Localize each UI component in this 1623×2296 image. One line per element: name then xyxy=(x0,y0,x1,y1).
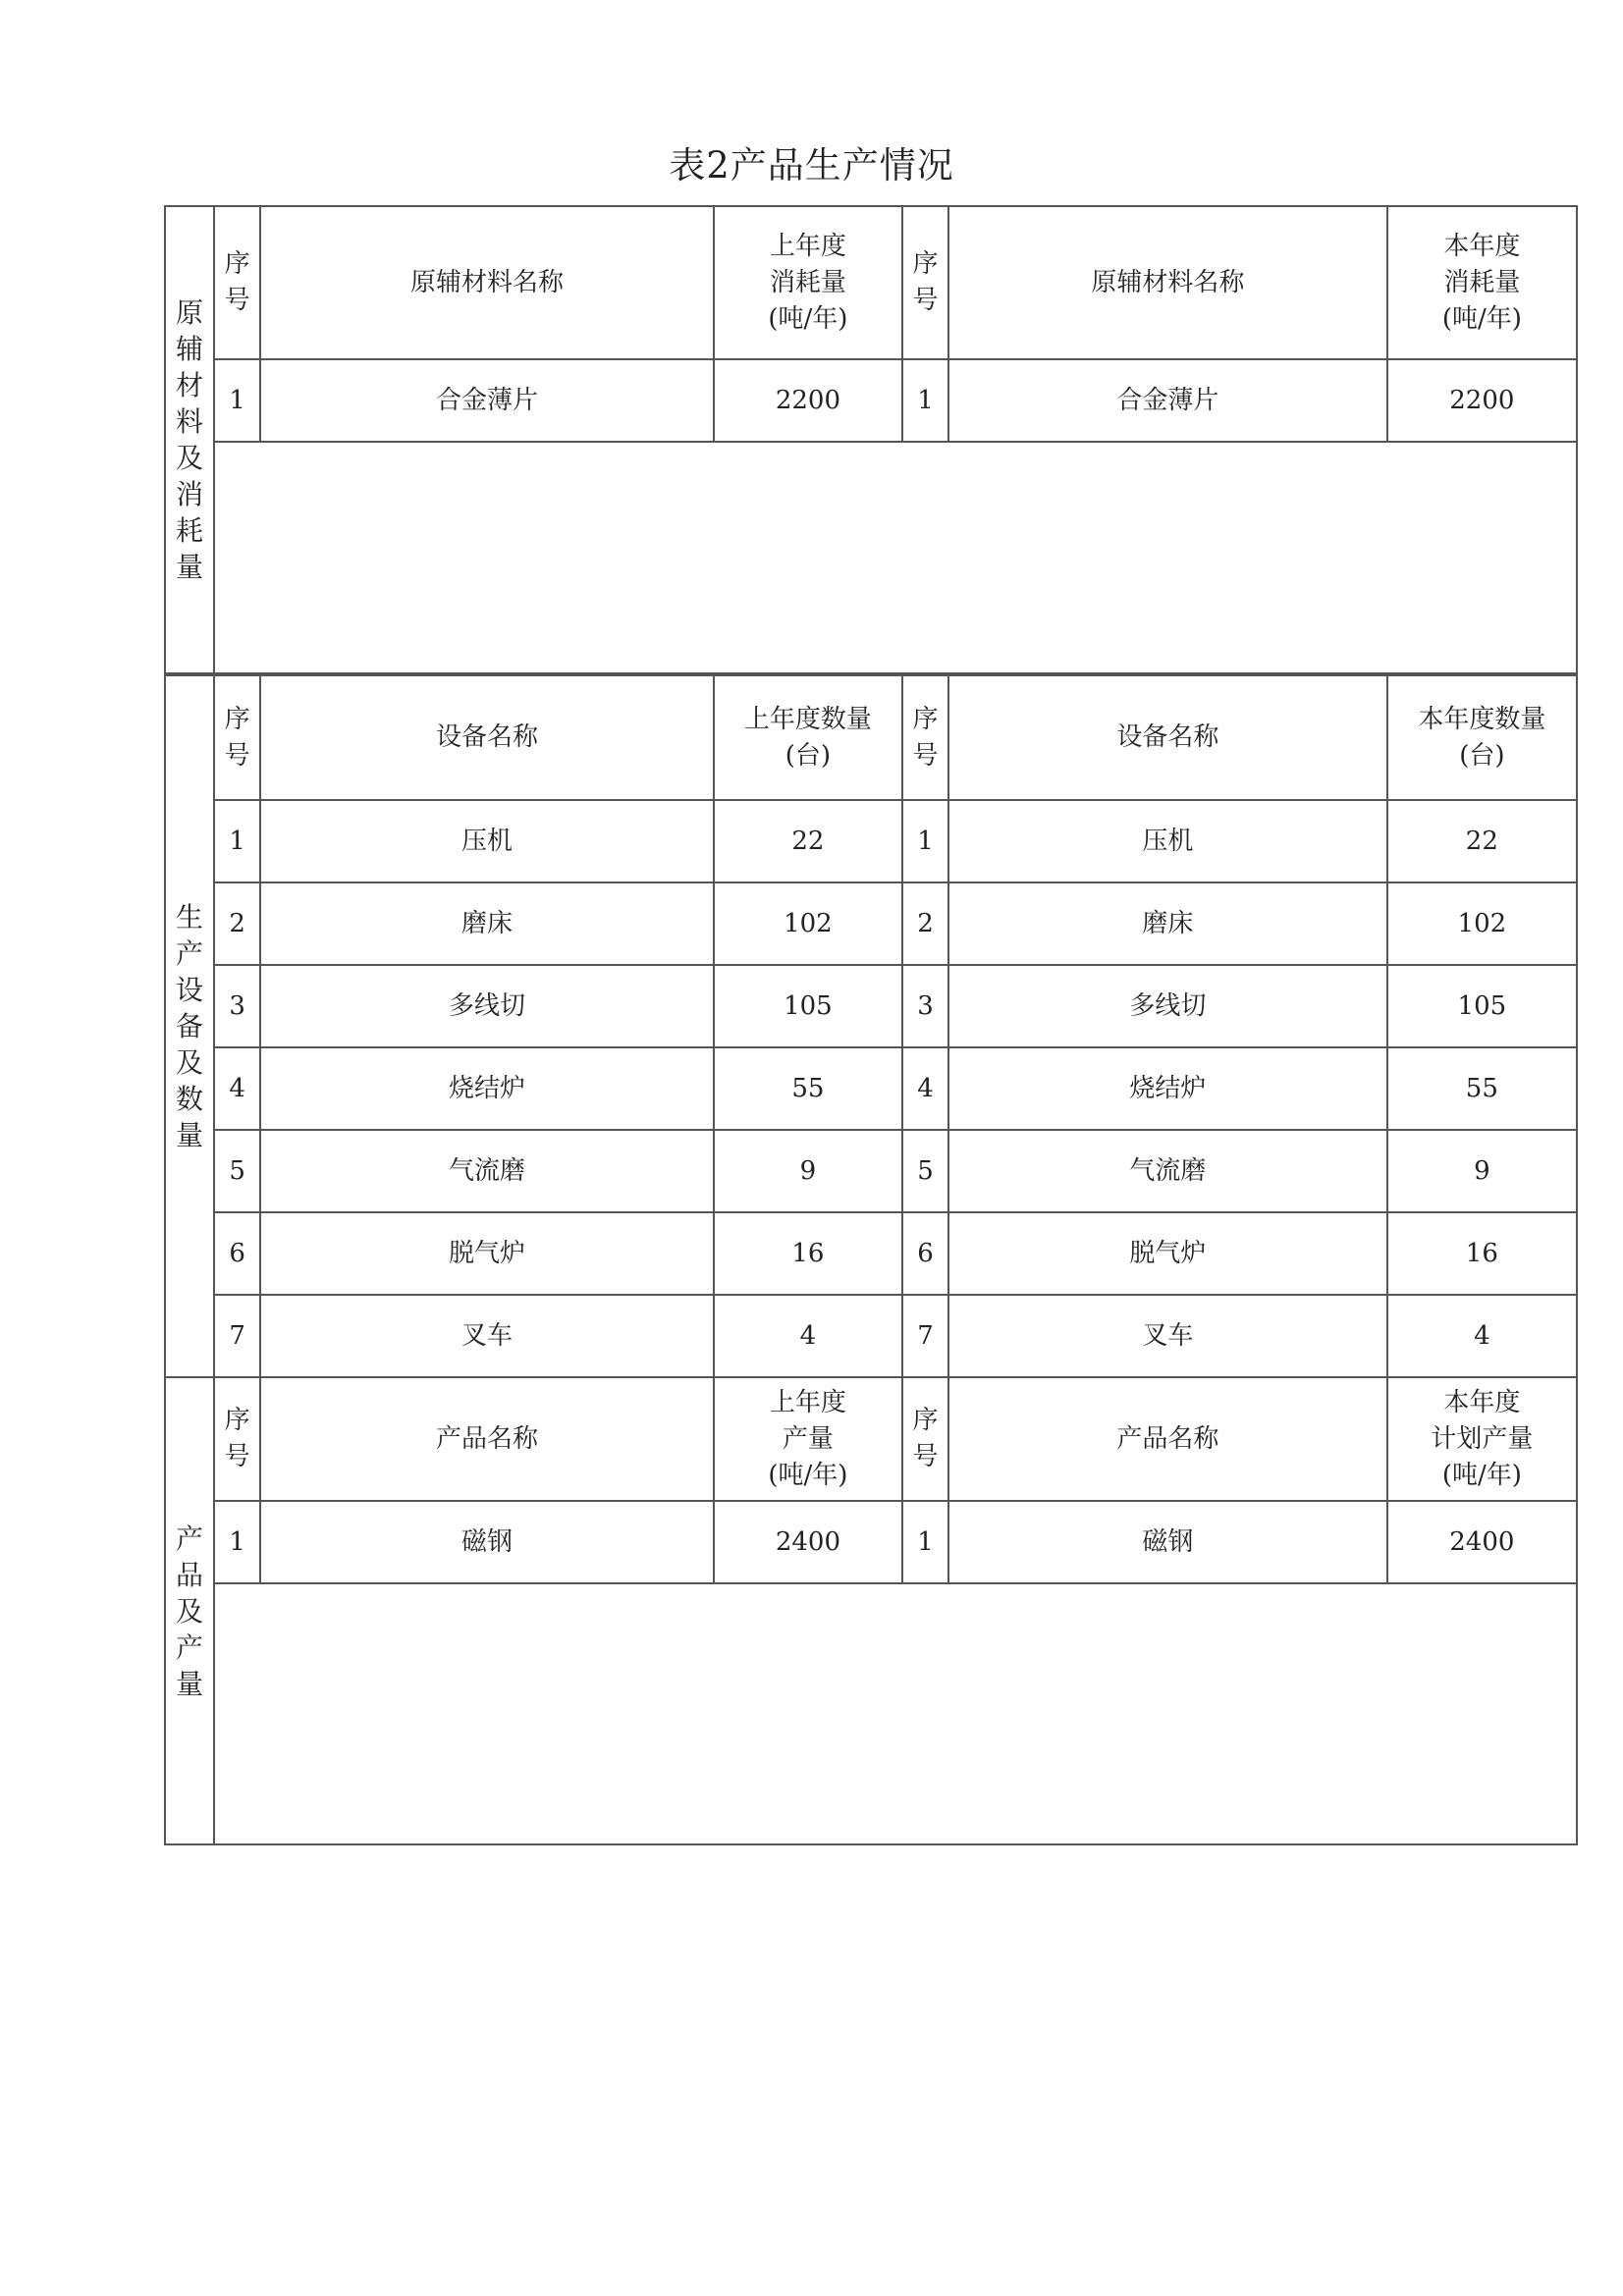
row-seq: 1 xyxy=(214,1501,260,1583)
table-row xyxy=(165,800,1577,882)
row-this-value: 102 xyxy=(1387,882,1577,965)
row-name: 烧结炉 xyxy=(260,1047,714,1130)
row-name: 多线切 xyxy=(948,965,1387,1047)
seq-header: 序 号 xyxy=(214,206,260,359)
table-row xyxy=(165,1212,1577,1295)
equipment-side-label: 生 产 设 备 及 数 量 xyxy=(165,675,214,1377)
last-year-count-header: 上年度数量 (台) xyxy=(714,675,902,800)
table-row xyxy=(165,965,1577,1047)
product-name-header: 产品名称 xyxy=(260,1377,714,1501)
row-seq: 4 xyxy=(902,1047,948,1130)
seq-header: 序 号 xyxy=(214,1377,260,1501)
row-this-value: 4 xyxy=(1387,1295,1577,1377)
row-last-value: 16 xyxy=(714,1212,902,1295)
row-seq: 1 xyxy=(902,359,948,442)
table-row xyxy=(165,359,1577,442)
row-name: 压机 xyxy=(948,800,1387,882)
table-title: 表2产品生产情况 xyxy=(669,144,954,187)
row-seq: 7 xyxy=(214,1295,260,1377)
materials-side-label: 原 辅 材 料 及 消 耗 量 xyxy=(165,206,214,673)
row-this-value: 2200 xyxy=(1387,359,1577,442)
row-name: 合金薄片 xyxy=(260,359,714,442)
row-name: 叉车 xyxy=(260,1295,714,1377)
last-year-consumption-header: 上年度 消耗量 (吨/年) xyxy=(714,206,902,359)
row-seq: 6 xyxy=(902,1212,948,1295)
row-this-value: 9 xyxy=(1387,1130,1577,1212)
row-name: 磨床 xyxy=(260,882,714,965)
row-last-value: 105 xyxy=(714,965,902,1047)
row-seq: 5 xyxy=(214,1130,260,1212)
products-section xyxy=(164,1376,1578,1845)
row-last-value: 2400 xyxy=(714,1501,902,1583)
equipment-section xyxy=(164,674,1578,1378)
row-seq: 2 xyxy=(902,882,948,965)
table-row xyxy=(165,1130,1577,1212)
row-name: 多线切 xyxy=(260,965,714,1047)
row-seq: 1 xyxy=(902,800,948,882)
row-name: 气流磨 xyxy=(948,1130,1387,1212)
seq-header: 序 号 xyxy=(902,1377,948,1501)
row-name: 磨床 xyxy=(948,882,1387,965)
this-year-planned-output-header: 本年度 计划产量 (吨/年) xyxy=(1387,1377,1577,1501)
material-name-header: 原辅材料名称 xyxy=(948,206,1387,359)
row-seq: 5 xyxy=(902,1130,948,1212)
seq-header: 序 号 xyxy=(902,206,948,359)
equipment-name-header: 设备名称 xyxy=(948,675,1387,800)
row-this-value: 105 xyxy=(1387,965,1577,1047)
row-name: 脱气炉 xyxy=(260,1212,714,1295)
row-seq: 7 xyxy=(902,1295,948,1377)
row-seq: 6 xyxy=(214,1212,260,1295)
table-row xyxy=(165,1501,1577,1583)
row-this-value: 22 xyxy=(1387,800,1577,882)
materials-section xyxy=(164,205,1578,674)
table-row xyxy=(165,882,1577,965)
row-last-value: 9 xyxy=(714,1130,902,1212)
seq-header: 序 号 xyxy=(902,675,948,800)
this-year-count-header: 本年度数量 (台) xyxy=(1387,675,1577,800)
row-name: 烧结炉 xyxy=(948,1047,1387,1130)
table-row xyxy=(165,1295,1577,1377)
blank-area xyxy=(214,442,1577,673)
product-name-header: 产品名称 xyxy=(948,1377,1387,1501)
row-seq: 3 xyxy=(902,965,948,1047)
row-seq: 1 xyxy=(214,359,260,442)
row-last-value: 2200 xyxy=(714,359,902,442)
row-seq: 1 xyxy=(902,1501,948,1583)
this-year-consumption-header: 本年度 消耗量 (吨/年) xyxy=(1387,206,1577,359)
row-last-value: 55 xyxy=(714,1047,902,1130)
row-name: 压机 xyxy=(260,800,714,882)
row-name: 磁钢 xyxy=(260,1501,714,1583)
row-seq: 4 xyxy=(214,1047,260,1130)
last-year-output-header: 上年度 产量 (吨/年) xyxy=(714,1377,902,1501)
row-name: 脱气炉 xyxy=(948,1212,1387,1295)
row-name: 叉车 xyxy=(948,1295,1387,1377)
row-this-value: 16 xyxy=(1387,1212,1577,1295)
row-seq: 2 xyxy=(214,882,260,965)
row-this-value: 55 xyxy=(1387,1047,1577,1130)
row-seq: 3 xyxy=(214,965,260,1047)
products-side-label: 产 品 及 产 量 xyxy=(165,1377,214,1844)
table-row xyxy=(165,1047,1577,1130)
row-name: 气流磨 xyxy=(260,1130,714,1212)
row-last-value: 4 xyxy=(714,1295,902,1377)
seq-header: 序 号 xyxy=(214,675,260,800)
blank-area xyxy=(214,1583,1577,1844)
row-last-value: 102 xyxy=(714,882,902,965)
row-name: 磁钢 xyxy=(948,1501,1387,1583)
row-seq: 1 xyxy=(214,800,260,882)
material-name-header: 原辅材料名称 xyxy=(260,206,714,359)
row-last-value: 22 xyxy=(714,800,902,882)
row-name: 合金薄片 xyxy=(948,359,1387,442)
row-this-value: 2400 xyxy=(1387,1501,1577,1583)
equipment-name-header: 设备名称 xyxy=(260,675,714,800)
